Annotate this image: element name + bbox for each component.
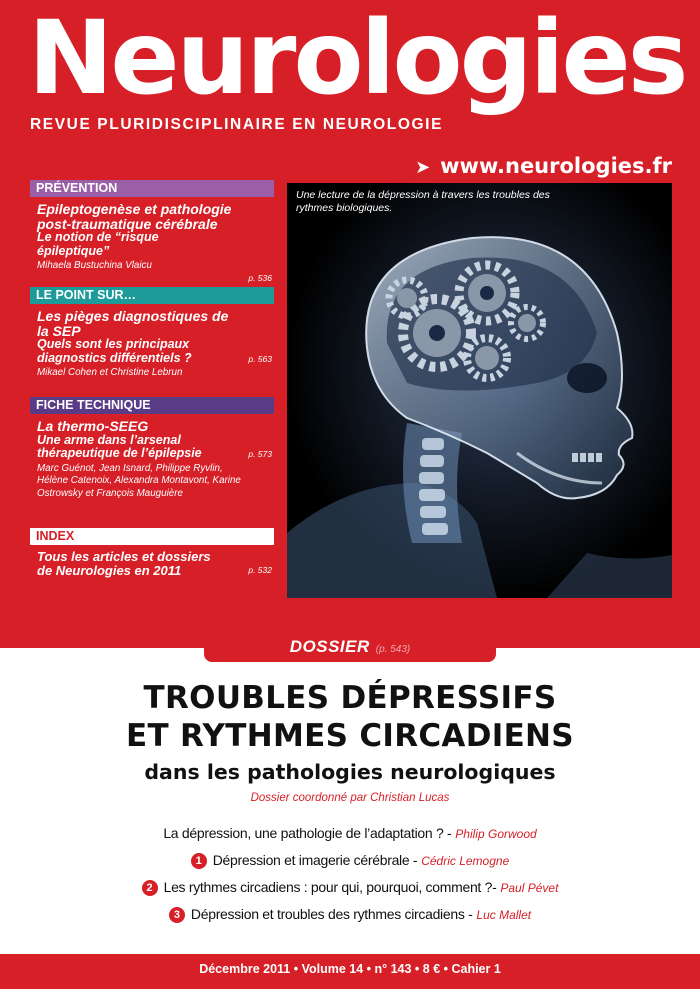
list-item[interactable]	[0, 902, 700, 929]
masthead-title: Neurologies	[28, 0, 686, 118]
page-number: p. 563	[248, 354, 272, 364]
section-band: PRÉVENTION	[30, 180, 274, 197]
list-item[interactable]	[0, 848, 700, 875]
article-title: Les rythmes circadiens : pour qui, pourquoi, comment ?-	[163, 879, 497, 895]
list-item[interactable]	[0, 821, 700, 848]
dossier-label: DOSSIER	[289, 637, 370, 656]
section-band: FICHE TECHNIQUE	[30, 397, 274, 414]
arrow-right-icon: ➤	[415, 157, 431, 178]
dossier-tab[interactable]	[204, 634, 496, 662]
section-band: LE POINT SUR…	[30, 287, 274, 304]
article-author: Paul Pévet	[500, 881, 559, 895]
article-subtitle: Quels sont les principaux diagnostics différentiels ?	[37, 337, 192, 365]
page-number: p. 573	[248, 449, 272, 459]
number-badge: 2	[142, 880, 158, 896]
article-author: Cédric Lemogne	[421, 854, 510, 868]
article-title: La dépression, une pathologie de l’adaptation ? -	[163, 825, 452, 841]
list-item[interactable]	[0, 875, 700, 902]
article-subtitle: Le notion de “risque épileptique”	[37, 230, 159, 258]
article-subtitle: Une arme dans l’arsenal thérapeutique de l’épilepsie	[37, 432, 202, 460]
article-author: Philip Gorwood	[455, 827, 537, 841]
dossier-page: (p. 543)	[375, 644, 411, 655]
page-number: p. 536	[248, 273, 272, 283]
website-url: www.neurologies.fr	[440, 154, 672, 178]
article-authors: Marc Guénot, Jean Isnard, Philippe Ryvlin, Hélène Catenoix, Alexandra Montavont, Karine Ostrowsky et François Mauguière	[37, 462, 241, 499]
headline-line-2: ET RYTHMES CIRCADIENS	[126, 718, 574, 754]
article-title: Dépression et troubles des rythmes circadiens -	[190, 906, 473, 922]
section-band: INDEX	[30, 528, 274, 545]
article-authors: Mihaela Bustuchina Vlaicu	[37, 260, 152, 271]
headline-line-1: TROUBLES DÉPRESSIFS	[143, 680, 557, 716]
toc-section-prevention[interactable]	[30, 180, 274, 287]
number-badge: 1	[191, 853, 207, 869]
article-title: Les pièges diagnostiques de la SEP	[37, 308, 229, 339]
number-badge: 3	[169, 907, 185, 923]
page-number: p. 532	[248, 565, 272, 575]
masthead-subtitle: REVUE PLURIDISCIPLINAIRE EN NEUROLOGIE	[30, 116, 444, 133]
table-of-contents	[30, 180, 274, 588]
website-link[interactable]	[415, 154, 672, 178]
photo-caption: Une lecture de la dépression à travers les troubles des rythmes biologiques.	[296, 189, 550, 214]
toc-section-index[interactable]	[30, 528, 274, 588]
headline-line-3: dans les pathologies neurologiques	[144, 760, 556, 784]
dossier-coordinator: Dossier coordonné par Christian Lucas	[250, 792, 450, 804]
toc-section-fiche-technique[interactable]	[30, 397, 274, 528]
toc-section-point-sur[interactable]	[30, 287, 274, 397]
article-title: La thermo-SEEG	[37, 418, 149, 434]
issue-footer: Décembre 2011 • Volume 14 • n° 143 • 8 € • Cahier 1	[0, 954, 700, 989]
article-title: Dépression et imagerie cérébrale -	[212, 852, 418, 868]
article-title: Epileptogenèse et pathologie post-traumatique cérébrale	[37, 201, 232, 232]
cover-photo-xray-head	[287, 183, 672, 598]
article-title: Tous les articles et dossiers de Neurologies en 2011	[37, 549, 211, 578]
dossier-article-list	[0, 821, 700, 929]
article-author: Luc Mallet	[476, 908, 532, 922]
xray-head-illustration	[287, 183, 672, 598]
article-authors: Mikael Cohen et Christine Lebrun	[37, 367, 183, 378]
